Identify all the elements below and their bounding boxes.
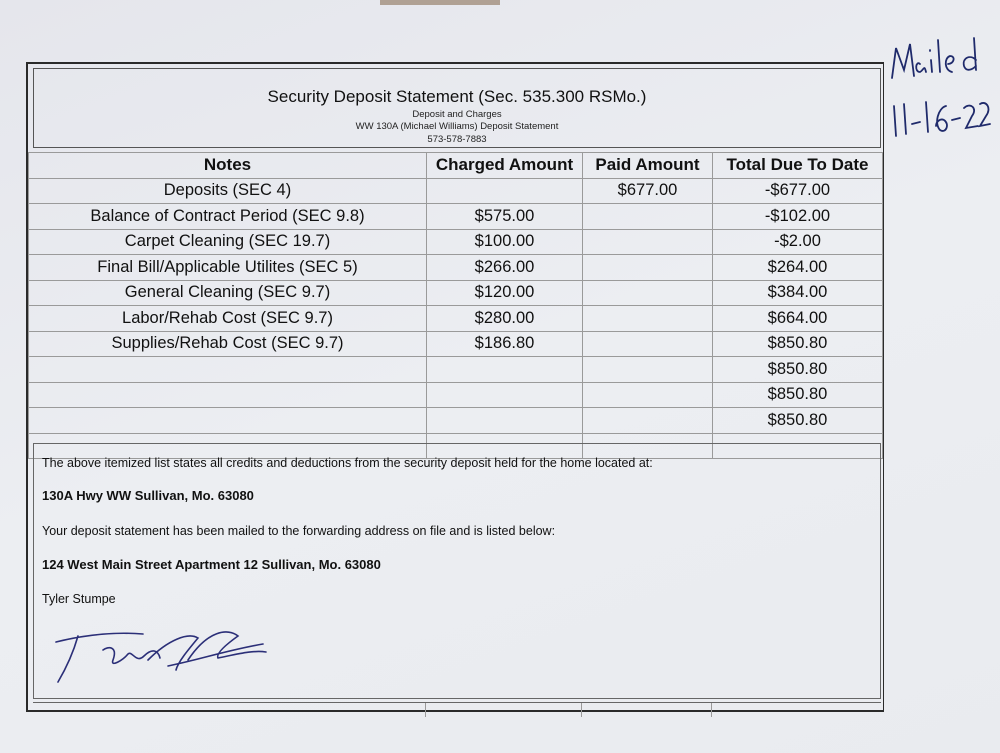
table-row bbox=[29, 178, 883, 204]
cell-paid bbox=[583, 280, 713, 306]
cell-notes: Supplies/Rehab Cost (SEC 9.7) bbox=[29, 331, 427, 357]
cell-paid: $677.00 bbox=[583, 178, 713, 204]
property-address: 130A Hwy WW Sullivan, Mo. 63080 bbox=[42, 488, 254, 503]
cell-charged: $120.00 bbox=[427, 280, 583, 306]
table-header-row bbox=[29, 153, 883, 179]
cell-total: -$677.00 bbox=[713, 178, 883, 204]
cell-paid bbox=[583, 255, 713, 281]
handwritten-mailed-note bbox=[882, 20, 992, 160]
cell-paid bbox=[583, 306, 713, 332]
cell-charged bbox=[427, 408, 583, 434]
statement-notes bbox=[33, 443, 881, 699]
table-row bbox=[29, 255, 883, 281]
table-row bbox=[29, 280, 883, 306]
cell-paid bbox=[583, 382, 713, 408]
cell-notes: Carpet Cleaning (SEC 19.7) bbox=[29, 229, 427, 255]
cell-paid bbox=[583, 229, 713, 255]
cell-total: -$102.00 bbox=[713, 204, 883, 230]
statement-phone: 573-578-7883 bbox=[427, 134, 487, 145]
statement-property-line: WW 130A (Michael Williams) Deposit Statement bbox=[355, 121, 559, 132]
cell-charged: $186.80 bbox=[427, 331, 583, 357]
cell-total: -$2.00 bbox=[713, 229, 883, 255]
cell-charged: $100.00 bbox=[427, 229, 583, 255]
column-header-paid: Paid Amount bbox=[583, 153, 713, 179]
charges-table bbox=[28, 152, 883, 459]
cell-notes bbox=[29, 382, 427, 408]
table-row bbox=[29, 229, 883, 255]
cell-charged: $575.00 bbox=[427, 204, 583, 230]
cell-charged: $266.00 bbox=[427, 255, 583, 281]
cell-paid bbox=[583, 331, 713, 357]
cell-total: $664.00 bbox=[713, 306, 883, 332]
deposit-statement-text: The above itemized list states all credits and deductions from the security deposit held for the home located at: bbox=[42, 456, 653, 470]
cell-total: $850.80 bbox=[713, 357, 883, 383]
table-row bbox=[29, 382, 883, 408]
statement-title: Security Deposit Statement (Sec. 535.300 RSMo.) bbox=[267, 87, 647, 106]
cell-paid bbox=[583, 357, 713, 383]
statement-header bbox=[33, 68, 881, 148]
table-row bbox=[29, 331, 883, 357]
cell-notes: General Cleaning (SEC 9.7) bbox=[29, 280, 427, 306]
cell-notes: Balance of Contract Period (SEC 9.8) bbox=[29, 204, 427, 230]
cell-charged bbox=[427, 357, 583, 383]
column-header-notes: Notes bbox=[29, 153, 427, 179]
cell-charged: $280.00 bbox=[427, 306, 583, 332]
cell-paid bbox=[583, 408, 713, 434]
table-row bbox=[29, 357, 883, 383]
cell-total: $264.00 bbox=[713, 255, 883, 281]
cell-total: $850.80 bbox=[713, 408, 883, 434]
signature-image bbox=[48, 620, 278, 690]
cell-charged bbox=[427, 382, 583, 408]
cell-notes: Labor/Rehab Cost (SEC 9.7) bbox=[29, 306, 427, 332]
cell-notes: Deposits (SEC 4) bbox=[29, 178, 427, 204]
table-row bbox=[29, 306, 883, 332]
cell-notes: Final Bill/Applicable Utilites (SEC 5) bbox=[29, 255, 427, 281]
cell-total: $850.80 bbox=[713, 382, 883, 408]
table-row bbox=[29, 408, 883, 434]
forwarding-address: 124 West Main Street Apartment 12 Sullivan, Mo. 63080 bbox=[42, 557, 381, 572]
cell-notes bbox=[29, 408, 427, 434]
statement-subtitle: Deposit and Charges bbox=[412, 109, 502, 120]
cell-paid bbox=[583, 204, 713, 230]
column-header-total: Total Due To Date bbox=[713, 153, 883, 179]
cell-total: $384.00 bbox=[713, 280, 883, 306]
form-footer-lines bbox=[33, 702, 881, 717]
column-header-charged: Charged Amount bbox=[427, 153, 583, 179]
table-row bbox=[29, 204, 883, 230]
cell-charged bbox=[427, 178, 583, 204]
mailing-statement-text: Your deposit statement has been mailed to the forwarding address on file and is listed below: bbox=[42, 524, 556, 538]
cell-total: $850.80 bbox=[713, 331, 883, 357]
table-edge bbox=[380, 0, 500, 5]
cell-notes bbox=[29, 357, 427, 383]
signer-name: Tyler Stumpe bbox=[42, 592, 116, 606]
